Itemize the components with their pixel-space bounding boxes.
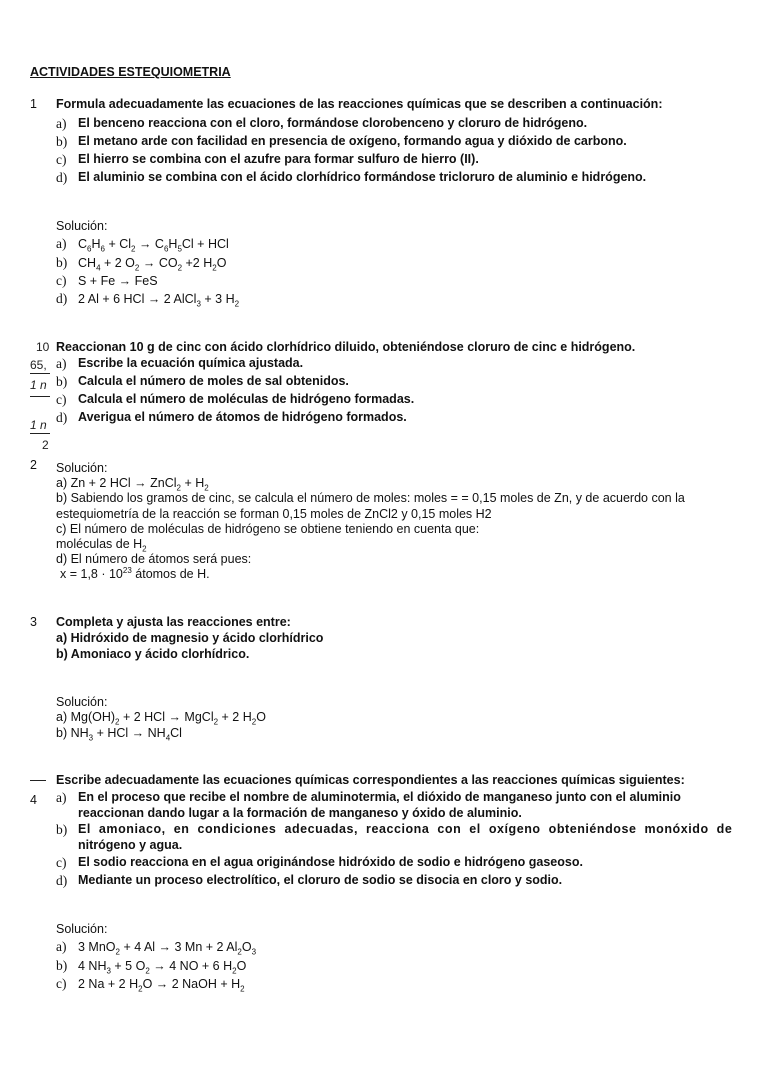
item-text: El aluminio se combina con el ácido clorhídrico formándose tricloruro de aluminio e hidrógeno. [78, 170, 647, 184]
fragment-text: 10 [36, 340, 50, 354]
item-letter: a) [56, 939, 67, 954]
item-letter: d) [56, 873, 68, 888]
item-text: Escribe la ecuación química ajustada. [78, 356, 304, 370]
solution-label: Solución: [56, 219, 108, 233]
page-title: ACTIVIDADES ESTEQUIOMETRIA [30, 65, 231, 79]
item-letter: d) [56, 170, 68, 185]
solution-text: moléculas de $H_2$ [56, 537, 147, 554]
item-letter: a) [56, 236, 67, 251]
fragment-text: 1 n [30, 418, 47, 432]
item-text: b) Amoniaco y ácido clorhídrico. [56, 647, 250, 661]
solution-text [60, 567, 210, 581]
equation: a) $Mg(OH)_2 + 2$ HCl → MgCl$_2$ + 2 $H_2O$ [56, 710, 266, 727]
item-text: El hierro se combina con el azufre para formar sulfuro de hierro (II). [78, 152, 479, 166]
item-text: nitrógeno y agua. [78, 838, 183, 852]
item-text: Calcula el número de moles de sal obtenidos. [78, 374, 349, 388]
solution-text-part: x = 1,8 · 10 [60, 567, 123, 581]
solution-label: Solución: [56, 695, 108, 709]
item-letter: c) [56, 392, 67, 407]
item-letter: c) [56, 152, 67, 167]
item-letter: a) [56, 116, 67, 131]
item-letter: b) [56, 822, 68, 837]
fragment-text: 1 n [30, 378, 47, 392]
item-letter: d) [56, 410, 68, 425]
fraction-line [30, 373, 50, 374]
solution-label: Solución: [56, 922, 108, 936]
solution-label: Solución: [56, 461, 108, 475]
question-number: 1 [30, 97, 37, 111]
question-number: 2 [30, 458, 37, 472]
item-letter: c) [56, 855, 67, 870]
question-number: 3 [30, 615, 37, 629]
item-text: El amoniaco, en condiciones adecuadas, reacciona con el oxígeno obteniéndose monóxido de [78, 822, 733, 836]
question-prompt: Completa y ajusta las reacciones entre: [56, 615, 291, 629]
solution-text: b) Sabiendo los gramos de cinc, se calcula el número de moles: moles = = 0,15 moles de Zn, y de acuerdo con la [56, 491, 685, 505]
equation: a) Zn + 2 HCl → ZnCl$_2$ + $H_2$ [56, 476, 209, 493]
item-text: En el proceso que recibe el nombre de aluminotermia, el dióxido de manganeso junto con el aluminio [78, 790, 681, 804]
equation: $C_6H_6 + Cl_2 \to C_6H_5Cl$ + HCl [78, 237, 229, 254]
item-text: El benceno reacciona con el cloro, formándose clorobenceno y cloruro de hidrógeno. [78, 116, 588, 130]
solution-text-part: átomos de H. [131, 567, 210, 581]
equation: S + Fe → FeS [78, 274, 158, 288]
solution-text-part: moléculas de H [56, 537, 143, 551]
item-letter: b) [56, 134, 68, 149]
question-prompt: Reaccionan 10 g de cinc con ácido clorhídrico diluido, obteniéndose cloruro de cinc e hidrógeno. [56, 340, 636, 354]
item-text: Mediante un proceso electrolítico, el cloruro de sodio se disocia en cloro y sodio. [78, 873, 563, 887]
item-letter: c) [56, 273, 67, 288]
fragment-text: 65, [30, 358, 47, 372]
equation: $CH_4 + 2$ $O_2 \to CO_2 +2$ $H_2O$ [78, 256, 227, 273]
item-text: El sodio reacciona en el agua originándose hidróxido de sodio e hidrógeno gaseoso. [78, 855, 583, 869]
item-text: reaccionan dando lugar a la formación de manganeso y óxido de aluminio. [78, 806, 522, 820]
item-text: Calcula el número de moléculas de hidrógeno formadas. [78, 392, 415, 406]
equation: 4 $NH_3 + 5$ $O_2 \to 4$ NO + 6 $H_2O$ [78, 959, 247, 976]
item-letter: c) [56, 976, 67, 991]
question-prompt: Formula adecuadamente las ecuaciones de las reacciones químicas que se describen a continuación: [56, 97, 663, 111]
item-letter: b) [56, 374, 68, 389]
equation: 2 Al + 6 HCl → 2 AlCl$_3$ + 3 $H_2$ [78, 292, 240, 309]
question-prompt: Escribe adecuadamente las ecuaciones químicas correspondientes a las reacciones químicas siguientes: [56, 773, 685, 787]
item-text: a) Hidróxido de magnesio y ácido clorhídrico [56, 631, 324, 645]
item-letter: d) [56, 291, 68, 306]
question-number: 4 [30, 793, 37, 807]
equation: 3 MnO$_2$ + 4 Al → 3 Mn + 2 $Al_2O_3$ [78, 940, 257, 957]
item-text: El metano arde con facilidad en presencia de oxígeno, formando agua y dióxido de carbono. [78, 134, 627, 148]
item-letter: a) [56, 790, 67, 805]
fragment-text: 2 [42, 438, 49, 452]
fraction-line [30, 433, 50, 434]
exponent: 23 [122, 565, 132, 575]
solution-text: c) El número de moléculas de hidrógeno se obtiene teniendo en cuenta que: [56, 522, 480, 536]
fraction-line [30, 396, 50, 397]
fraction-line [30, 780, 46, 781]
item-letter: b) [56, 958, 68, 973]
item-letter: b) [56, 255, 68, 270]
item-text: Averigua el número de átomos de hidrógeno formados. [78, 410, 407, 424]
equation: 2 Na + 2 $H_2O \to 2$ NaOH + $H_2$ [78, 977, 245, 994]
item-letter: a) [56, 356, 67, 371]
solution-text: d) El número de átomos será pues: [56, 552, 252, 566]
solution-text: estequiometría de la reacción se forman 0,15 moles de ZnCl2 y 0,15 moles H2 [56, 507, 492, 521]
equation: b) $NH_3$ + HCl → $NH_4Cl$ [56, 726, 182, 743]
